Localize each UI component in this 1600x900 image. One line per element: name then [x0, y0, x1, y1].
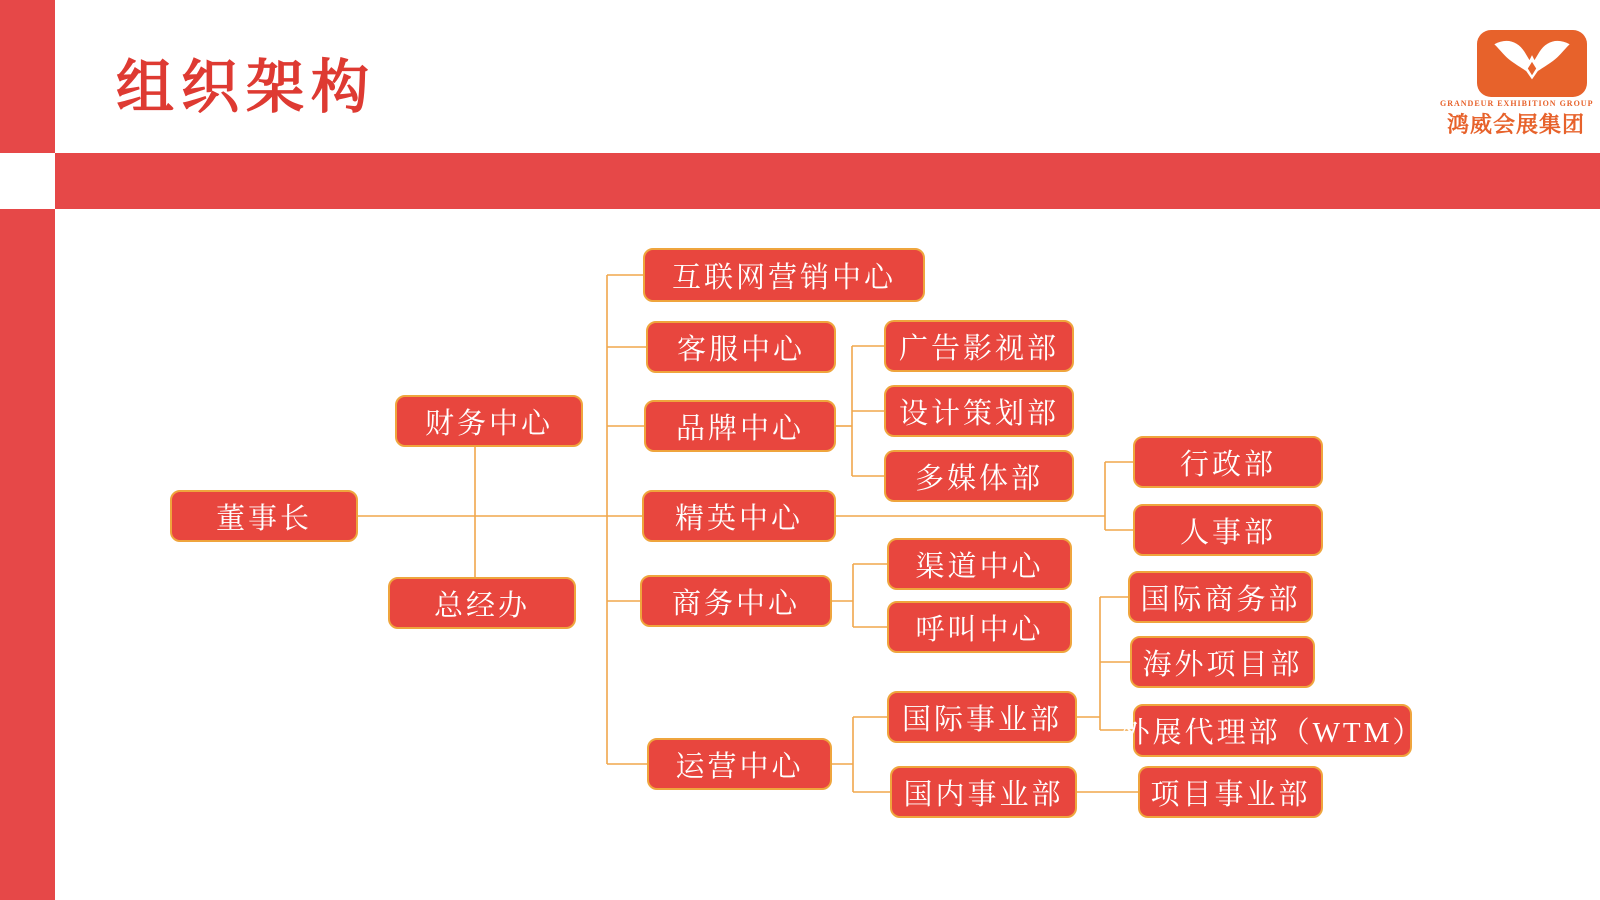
org-node-brand-center: 品牌中心	[644, 400, 836, 452]
org-node-finance-center: 财务中心	[395, 395, 583, 447]
org-node-overseas-project: 海外项目部	[1130, 636, 1315, 688]
org-node-chairman: 董事长	[170, 490, 358, 542]
org-node-project-division: 项目事业部	[1138, 766, 1323, 818]
logo-group-name-en: GRANDEUR EXHIBITION GROUP	[1440, 99, 1594, 108]
org-node-multimedia-dept: 多媒体部	[884, 450, 1074, 502]
org-node-channel-center: 渠道中心	[887, 538, 1072, 590]
org-node-intl-commerce: 国际商务部	[1128, 571, 1313, 623]
org-node-business-center: 商务中心	[640, 575, 832, 627]
org-node-intl-division: 国际事业部	[887, 691, 1077, 743]
org-node-outbound-agency: 外展代理部（WTM）	[1133, 704, 1412, 757]
org-node-gm-office: 总经办	[388, 577, 576, 629]
org-node-call-center: 呼叫中心	[887, 601, 1072, 653]
org-node-domestic-division: 国内事业部	[890, 766, 1077, 818]
page-title: 组织架构	[116, 55, 377, 120]
logo-group-name-cn: 鸿威会展集团	[1446, 112, 1585, 137]
org-node-admin-dept: 行政部	[1133, 436, 1323, 488]
org-node-operations-center: 运营中心	[647, 738, 832, 790]
org-node-hr-dept: 人事部	[1133, 504, 1323, 556]
org-node-elite-center: 精英中心	[642, 490, 836, 542]
org-node-ad-film-dept: 广告影视部	[884, 320, 1074, 372]
org-node-customer-service: 客服中心	[646, 321, 836, 373]
org-node-design-planning: 设计策划部	[884, 385, 1074, 437]
org-node-internet-marketing: 互联网营销中心	[643, 248, 925, 302]
